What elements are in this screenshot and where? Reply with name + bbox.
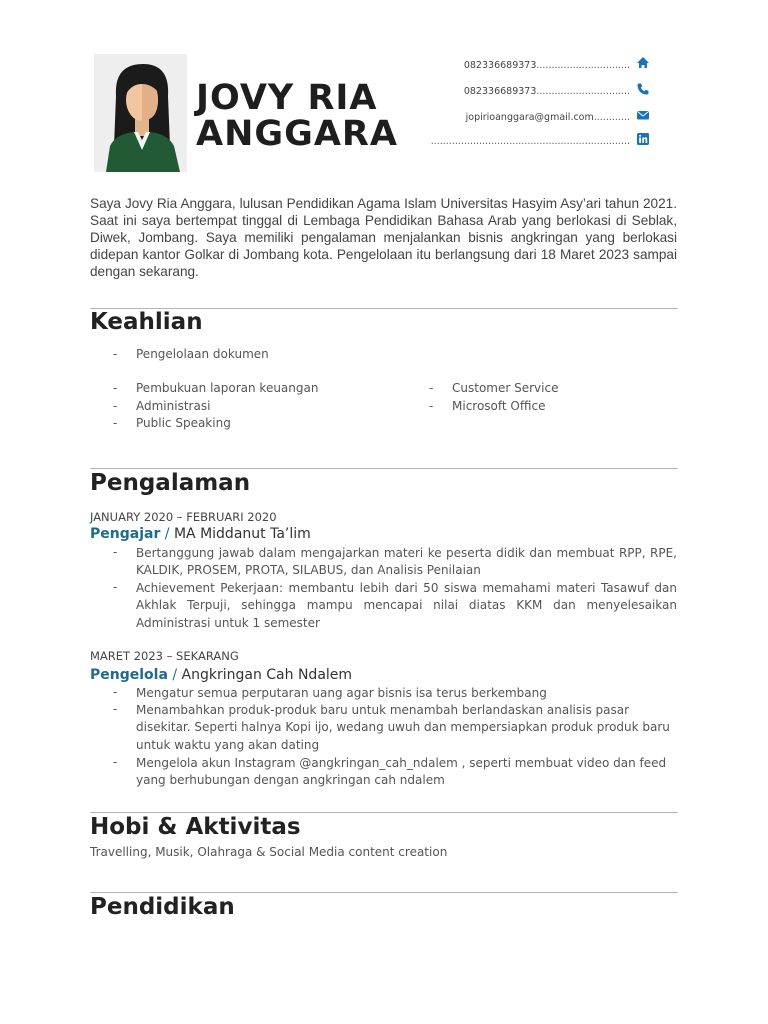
skill-item: Customer Service <box>452 381 559 395</box>
linkedin-icon <box>636 132 650 146</box>
skill-item: Pengelolaan dokumen <box>136 347 269 361</box>
bullet-dash: - <box>429 381 434 395</box>
job-place: MA Middanut Ta’lim <box>169 526 311 542</box>
section-divider <box>90 468 678 469</box>
contact-linkedin-dots: .................................................................. <box>430 136 630 147</box>
bullet-dash: - <box>113 702 118 716</box>
hobbies-text: Travelling, Musik, Olahraga & Social Media content creation <box>90 845 448 859</box>
bullet-dash: - <box>113 381 118 395</box>
phone-icon <box>636 82 650 96</box>
job-bullet: Menambahkan produk-produk baru untuk menambah berlandaskan analisis pasar disekitar. Seperti halnya Kopi ijo, wedang uwuh dan mempersiapkan produk produk baru untuk waktu yang akan dating <box>136 703 670 752</box>
hobbies-heading: Hobi & Aktivitas <box>90 814 301 840</box>
job-place: Angkringan Cah Ndalem <box>177 667 353 683</box>
person-avatar-icon <box>94 54 187 172</box>
job-role: Pengajar <box>90 526 161 542</box>
section-divider <box>90 812 678 813</box>
skill-item: Public Speaking <box>136 416 231 430</box>
email-icon <box>636 108 650 122</box>
job-separator: / <box>160 526 170 542</box>
job-separator: / <box>167 667 178 683</box>
skills-heading: Keahlian <box>90 309 203 335</box>
education-heading: Pendidikan <box>90 894 235 920</box>
job-bullet: Mengelola akun Instagram @angkringan_cah_ndalem , seperti membuat video dan feed yang berhubungan dengan angkringan cah ndalem <box>136 756 667 788</box>
skill-item: Administrasi <box>136 399 211 413</box>
job-date: JANUARY 2020 – FEBRUARI 2020 <box>90 510 277 524</box>
bullet-dash: - <box>113 416 118 430</box>
bullet-dash: - <box>113 580 118 594</box>
bullet-dash: - <box>113 755 118 769</box>
applicant-name <box>196 80 398 152</box>
experience-heading: Pengalaman <box>90 470 251 496</box>
bullet-dash: - <box>113 685 118 699</box>
home-icon <box>636 56 650 70</box>
contact-address-dots: ............................... <box>536 60 630 71</box>
job-role: Pengelola <box>90 667 168 683</box>
job-bullet: Achievement Pekerjaan: membantu lebih dari 50 siswa memahami materi Tasawuf dan Akhlak Terpuji, sehingga mampu mencapai nilai diatas KKM dan menyelesaikan Administrasi untuk 1 semester <box>136 581 677 630</box>
skill-item: Microsoft Office <box>452 399 546 413</box>
bullet-dash: - <box>113 545 118 559</box>
name-line-1: JOVY RIA <box>196 78 378 118</box>
section-divider <box>90 892 678 893</box>
contact-address-text: 082336689373 <box>463 60 537 71</box>
contact-phone-dots: ............................... <box>536 86 630 97</box>
skill-item: Pembukuan laporan keuangan <box>136 381 319 395</box>
profile-summary: Saya Jovy Ria Anggara, lulusan Pendidikan Agama Islam Universitas Hasyim Asy’ari tahun 2021. Saat ini saya bertempat tinggal di Lembaga Pendidikan Bahasa Arab yang berlokasi di Seblak, Diwek, Jombang. Saya memiliki pengalaman menjalankan bisnis angkringan yang berlokasi didepan kantor Golkar di Jombang kota. Pengelolaan itu berlangsung dari 18 Maret 2023 sampai dengan sekarang. <box>90 196 677 279</box>
bullet-dash: - <box>113 347 118 361</box>
job-title <box>90 526 311 542</box>
job-title <box>90 667 352 683</box>
name-line-2: ANGGARA <box>196 114 398 154</box>
job-bullet: Mengatur semua perputaran uang agar bisnis isa terus berkembang <box>136 686 547 700</box>
job-date: MARET 2023 – SEKARANG <box>90 649 239 663</box>
avatar <box>94 54 187 172</box>
contact-phone-text: 082336689373 <box>463 86 537 97</box>
bullet-dash: - <box>113 399 118 413</box>
job-bullet: Bertanggung jawab dalam mengajarkan materi ke peserta didik dan membuat RPP, RPE, KALDIK, PROSEM, PROTA, SILABUS, dan Analisis Penilaian <box>136 546 677 578</box>
contact-email-text: jopirioanggara@gmail.com <box>465 112 594 123</box>
contact-email-dots: ............ <box>593 112 630 123</box>
bullet-dash: - <box>429 399 434 413</box>
